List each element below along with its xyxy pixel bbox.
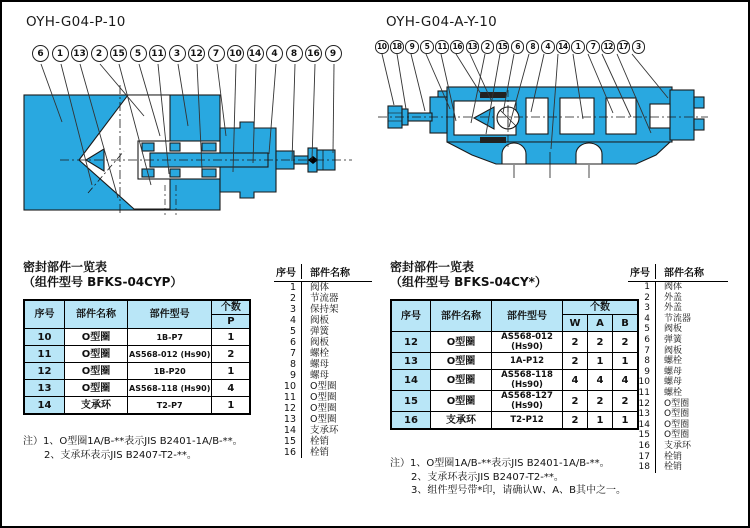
- seal-table-right: [390, 299, 639, 430]
- cell-model: AS568-127 (Hs90): [492, 391, 563, 412]
- cell-name: 支承环: [431, 412, 492, 430]
- balloon-number: 16: [450, 40, 464, 54]
- balloon-number: 8: [286, 45, 303, 62]
- seal-table-row: [391, 370, 638, 391]
- parts-list-right-header: [628, 264, 728, 282]
- cell-sn: 12: [391, 332, 431, 353]
- cell-qty-w: 2: [563, 391, 588, 412]
- note-line: 2、支承环表示JIS B2407-T2-**。: [44, 449, 197, 461]
- parts-list-item-name: O型圈: [655, 409, 728, 420]
- parts-list-item: [628, 335, 728, 346]
- parts-list-item: [274, 326, 372, 337]
- col-header-qty-a: A: [588, 315, 613, 332]
- parts-list-item: [274, 370, 372, 381]
- parts-list-item: [274, 403, 372, 414]
- parts-list-item-sn: 15: [283, 436, 296, 447]
- parts-list-item-name: 栓销: [655, 462, 728, 473]
- col-header-qty-b: B: [613, 315, 639, 332]
- parts-list-item: [274, 447, 372, 458]
- parts-list-header-sn: 序号: [276, 268, 296, 279]
- parts-list-item-name: 栓销: [655, 452, 728, 463]
- parts-list-item-name: 支承环: [655, 441, 728, 452]
- cell-sn: 16: [391, 412, 431, 430]
- balloon-number: 13: [71, 45, 88, 62]
- parts-list-item-sn: 10: [638, 377, 650, 388]
- parts-list-item-name: 阀板: [301, 315, 372, 326]
- balloon-number: 16: [305, 45, 322, 62]
- parts-list-item-sn: 8: [644, 356, 650, 367]
- col-header-qty: 个数: [212, 300, 251, 315]
- col-header-sn: 序号: [24, 300, 65, 329]
- parts-list-item-name: 阀体: [301, 282, 372, 293]
- cell-qty-a: 2: [588, 332, 613, 353]
- seal-table-row: [391, 391, 638, 412]
- parts-list-item-sn: 9: [644, 366, 650, 377]
- seal-table-left-title: 密封部件一览表: [23, 260, 108, 274]
- cell-qty: 1: [212, 397, 251, 415]
- parts-list-item-sn: 1: [289, 282, 296, 293]
- col-header-qty-p: P: [212, 315, 251, 329]
- parts-list-item-sn: 11: [638, 387, 650, 398]
- parts-list-item-name: 阀板: [655, 346, 728, 357]
- parts-list-item: [274, 436, 372, 447]
- parts-list-item-sn: 2: [644, 292, 650, 303]
- cell-sn: 10: [24, 329, 65, 346]
- seal-table-row: [24, 363, 250, 380]
- cell-name: 支承环: [65, 397, 128, 415]
- valve-cross-section-left: [24, 85, 352, 216]
- parts-list-item: [274, 282, 372, 293]
- note-line: 2、支承环表示JIS B2407-T2-**。: [411, 471, 564, 483]
- parts-list-item-name: 螺栓: [655, 356, 728, 367]
- cell-qty: 2: [212, 346, 251, 363]
- cell-sn: 14: [24, 397, 65, 415]
- parts-list-item-sn: 14: [638, 419, 650, 430]
- balloon-number: 15: [496, 40, 510, 54]
- parts-list-left: [274, 264, 372, 458]
- cell-qty-a: 1: [588, 412, 613, 430]
- cell-qty: 1: [212, 329, 251, 346]
- cell-model: AS568-012 (Hs90): [128, 346, 212, 363]
- cell-model: T2-P12: [492, 412, 563, 430]
- balloon-number: 5: [420, 40, 434, 54]
- note-line: 3、组件型号带*印，请确认W、A、B其中之一。: [411, 485, 626, 496]
- parts-list-item-sn: 8: [289, 359, 296, 370]
- cell-qty-a: 4: [588, 370, 613, 391]
- parts-list-item-sn: 6: [289, 337, 296, 348]
- cell-qty-a: 2: [588, 391, 613, 412]
- parts-list-item-name: 外盖: [655, 303, 728, 314]
- parts-list-header-sn: 序号: [630, 268, 650, 279]
- seal-table-row: [24, 329, 250, 346]
- note-line: 注）1、O型圈1A/B-**表示JIS B2401-1A/B-**。: [390, 458, 610, 469]
- balloon-number: 2: [91, 45, 108, 62]
- cell-qty-b: 2: [613, 332, 639, 353]
- parts-list-item-sn: 4: [644, 313, 650, 324]
- parts-list-item-name: 弹簧: [655, 335, 728, 346]
- parts-list-item: [628, 399, 728, 410]
- parts-list-item-sn: 11: [283, 392, 296, 403]
- cell-qty-a: 1: [588, 353, 613, 370]
- balloon-number: 11: [435, 40, 449, 54]
- cell-model: AS568-118 (Hs90): [492, 370, 563, 391]
- cell-qty-b: 1: [613, 412, 639, 430]
- seal-table-right-title: 密封部件一览表: [390, 260, 475, 274]
- seal-table-right-subtitle: （组件型号 BFKS-04CY*）: [390, 275, 547, 289]
- parts-list-item-sn: 15: [638, 430, 650, 441]
- balloon-number: 7: [208, 45, 225, 62]
- balloon-number: 2: [481, 40, 495, 54]
- parts-list-item-sn: 3: [289, 304, 296, 315]
- parts-list-item: [274, 392, 372, 403]
- balloon-number: 15: [110, 45, 127, 62]
- seal-table-left-block: [23, 260, 251, 415]
- col-header-qty: 个数: [563, 300, 639, 315]
- cell-model: 1B-P7: [128, 329, 212, 346]
- parts-list-item-name: 螺母: [301, 370, 372, 381]
- seal-table-left: [23, 299, 251, 415]
- note-line: 注）1、O型圈1A/B-**表示JIS B2401-1A/B-**。: [23, 436, 243, 447]
- balloon-number: 4: [266, 45, 283, 62]
- balloon-row-right: [375, 40, 645, 54]
- parts-list-right: [628, 264, 728, 473]
- parts-list-item-name: 螺栓: [301, 348, 372, 359]
- balloon-number: 12: [601, 40, 615, 54]
- parts-list-item-sn: 14: [283, 425, 296, 436]
- parts-list-item-name: 保持架: [301, 304, 372, 315]
- cell-qty-w: 2: [563, 353, 588, 370]
- parts-list-item: [628, 367, 728, 378]
- parts-list-item: [628, 303, 728, 314]
- cell-qty-b: 4: [613, 370, 639, 391]
- seal-table-row: [391, 332, 638, 353]
- balloon-number: 4: [541, 40, 555, 54]
- parts-list-item: [274, 381, 372, 392]
- parts-list-item-name: 栓销: [301, 447, 372, 458]
- parts-list-item: [628, 377, 728, 388]
- parts-list-item-name: 节流器: [655, 314, 728, 325]
- parts-list-item: [628, 420, 728, 431]
- cell-qty-w: 2: [563, 332, 588, 353]
- parts-list-item-sn: 18: [638, 462, 650, 473]
- cell-name: O型圈: [431, 353, 492, 370]
- parts-list-item-name: 螺母: [655, 367, 728, 378]
- balloon-row-left: [32, 45, 342, 62]
- parts-list-item: [274, 425, 372, 436]
- parts-list-item-sn: 3: [644, 303, 650, 314]
- balloon-number: 3: [169, 45, 186, 62]
- cell-name: O型圈: [65, 363, 128, 380]
- balloon-number: 9: [325, 45, 342, 62]
- balloon-number: 11: [149, 45, 166, 62]
- parts-list-item-name: 螺栓: [655, 388, 728, 399]
- seal-table-left-subtitle: （组件型号 BFKS-04CYP）: [23, 275, 183, 289]
- parts-list-item-sn: 16: [283, 447, 296, 458]
- parts-list-item-name: O型圈: [655, 430, 728, 441]
- parts-list-item-sn: 10: [283, 381, 296, 392]
- cell-sn: 15: [391, 391, 431, 412]
- balloon-number: 12: [188, 45, 205, 62]
- parts-list-header-name: 部件名称: [301, 264, 372, 279]
- diagram-left-title: OYH-G04-P-10: [26, 14, 126, 30]
- parts-list-item-sn: 5: [644, 324, 650, 335]
- parts-list-item-sn: 13: [638, 409, 650, 420]
- diagram-right-title: OYH-G04-A-Y-10: [386, 14, 497, 30]
- parts-list-item: [274, 293, 372, 304]
- parts-list-item-sn: 12: [283, 403, 296, 414]
- parts-list-item: [628, 462, 728, 473]
- cell-name: O型圈: [65, 329, 128, 346]
- parts-list-item-sn: 7: [644, 345, 650, 356]
- parts-list-item-sn: 9: [289, 370, 296, 381]
- parts-list-item: [274, 348, 372, 359]
- balloon-number: 9: [405, 40, 419, 54]
- balloon-number: 17: [617, 40, 631, 54]
- balloon-number: 14: [247, 45, 264, 62]
- cell-qty: 1: [212, 363, 251, 380]
- parts-list-item-sn: 17: [638, 451, 650, 462]
- parts-list-item: [274, 315, 372, 326]
- parts-list-item-name: 弹簧: [301, 326, 372, 337]
- balloon-number: 6: [32, 45, 49, 62]
- seal-table-row: [24, 380, 250, 397]
- parts-list-item-name: O型圈: [655, 420, 728, 431]
- parts-list-item-sn: 16: [638, 440, 650, 451]
- parts-list-item-name: 阀板: [655, 324, 728, 335]
- parts-list-item-name: O型圈: [301, 392, 372, 403]
- parts-list-item-name: 阀板: [301, 337, 372, 348]
- parts-list-left-header: [274, 264, 372, 282]
- cell-sn: 12: [24, 363, 65, 380]
- parts-list-item-sn: 6: [644, 334, 650, 345]
- balloon-number: 7: [586, 40, 600, 54]
- parts-list-item: [628, 293, 728, 304]
- cell-model: T2-P7: [128, 397, 212, 415]
- parts-list-item-name: 节流器: [301, 293, 372, 304]
- balloon-number: 1: [52, 45, 69, 62]
- cell-qty-w: 2: [563, 412, 588, 430]
- seal-table-row: [391, 412, 638, 430]
- parts-list-header-name: 部件名称: [655, 264, 728, 279]
- parts-list-item: [628, 282, 728, 293]
- col-header-name: 部件名称: [431, 300, 492, 332]
- balloon-number: 8: [526, 40, 540, 54]
- parts-list-item-sn: 12: [638, 398, 650, 409]
- cell-name: O型圈: [431, 391, 492, 412]
- balloon-number: 10: [227, 45, 244, 62]
- cell-name: O型圈: [65, 380, 128, 397]
- parts-list-item-name: 阀体: [655, 282, 728, 293]
- parts-list-item-sn: 4: [289, 315, 296, 326]
- parts-list-item: [274, 304, 372, 315]
- balloon-number: 1: [571, 40, 585, 54]
- parts-list-item: [628, 356, 728, 367]
- cell-sn: 14: [391, 370, 431, 391]
- col-header-model: 部件型号: [128, 300, 212, 329]
- cell-qty-b: 1: [613, 353, 639, 370]
- seal-table-row: [391, 353, 638, 370]
- notes-right: [390, 457, 648, 498]
- balloon-number: 10: [375, 40, 389, 54]
- col-header-sn: 序号: [391, 300, 431, 332]
- parts-list-item-name: O型圈: [655, 399, 728, 410]
- balloon-number: 13: [466, 40, 480, 54]
- parts-list-item-name: O型圈: [301, 381, 372, 392]
- cell-name: O型圈: [431, 370, 492, 391]
- cell-name: O型圈: [431, 332, 492, 353]
- valve-cross-section-right: [378, 87, 708, 178]
- cell-sn: 13: [24, 380, 65, 397]
- parts-list-item-name: O型圈: [301, 414, 372, 425]
- cell-qty: 4: [212, 380, 251, 397]
- col-header-model: 部件型号: [492, 300, 563, 332]
- parts-list-item: [628, 430, 728, 441]
- parts-list-item: [628, 324, 728, 335]
- parts-list-item-name: 栓销: [301, 436, 372, 447]
- parts-list-item-name: 支承环: [301, 425, 372, 436]
- parts-list-item-name: 螺母: [301, 359, 372, 370]
- seal-table-right-block: [390, 260, 639, 430]
- parts-list-item-sn: 5: [289, 326, 296, 337]
- cell-model: AS568-118 (Hs90): [128, 380, 212, 397]
- balloon-number: 3: [632, 40, 646, 54]
- cell-model: 1B-P20: [128, 363, 212, 380]
- parts-list-item: [628, 452, 728, 463]
- parts-list-item: [628, 441, 728, 452]
- cell-qty-w: 4: [563, 370, 588, 391]
- balloon-number: 14: [556, 40, 570, 54]
- cell-model: AS568-012 (Hs90): [492, 332, 563, 353]
- seal-table-row: [24, 346, 250, 363]
- cell-sn: 11: [24, 346, 65, 363]
- cell-qty-b: 2: [613, 391, 639, 412]
- parts-list-item: [274, 359, 372, 370]
- parts-list-item: [628, 409, 728, 420]
- parts-list-item-sn: 2: [289, 293, 296, 304]
- parts-list-item: [628, 388, 728, 399]
- balloon-number: 5: [130, 45, 147, 62]
- cell-model: 1A-P12: [492, 353, 563, 370]
- cell-sn: 13: [391, 353, 431, 370]
- notes-left: [23, 435, 273, 462]
- balloon-number: 18: [390, 40, 404, 54]
- seal-table-row: [24, 397, 250, 415]
- parts-list-item: [628, 314, 728, 325]
- parts-list-item-sn: 7: [289, 348, 296, 359]
- parts-list-item-name: O型圈: [301, 403, 372, 414]
- col-header-name: 部件名称: [65, 300, 128, 329]
- parts-list-item-name: 外盖: [655, 293, 728, 304]
- col-header-qty-w: W: [563, 315, 588, 332]
- parts-list-item: [274, 414, 372, 425]
- parts-list-item-sn: 13: [283, 414, 296, 425]
- parts-list-item: [628, 346, 728, 357]
- parts-list-item-name: 螺母: [655, 377, 728, 388]
- parts-list-item: [274, 337, 372, 348]
- parts-list-item-sn: 1: [644, 282, 650, 292]
- cell-name: O型圈: [65, 346, 128, 363]
- balloon-number: 6: [511, 40, 525, 54]
